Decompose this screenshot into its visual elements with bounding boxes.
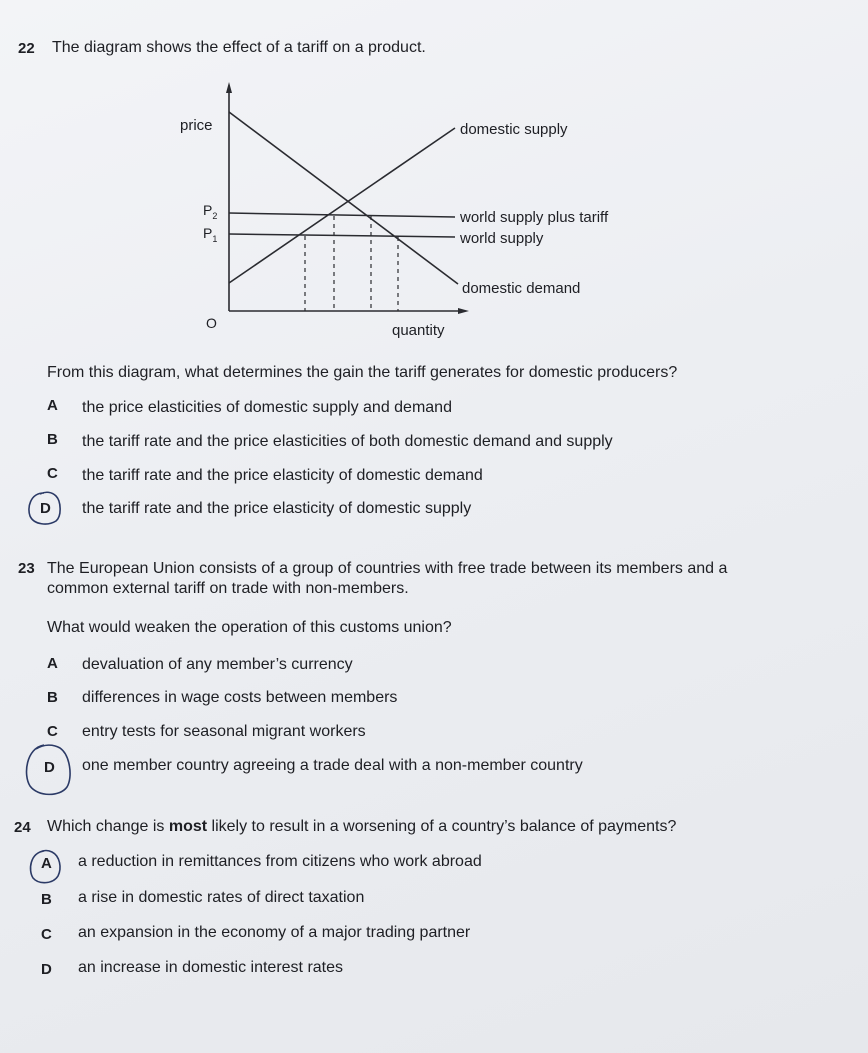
- price-axis-label: price: [180, 117, 213, 134]
- q24-stem-bold: most: [168, 818, 208, 835]
- p2-label: $P_2$: [203, 202, 218, 221]
- q23-option-a-letter[interactable]: A: [47, 655, 58, 672]
- q23-stem-line2: common external tariff on trade with non-members.: [47, 580, 409, 597]
- q24-option-d-text[interactable]: an increase in domestic interest rates: [78, 959, 344, 976]
- q24-stem-post: likely to result in a worsening of a country’s balance of payments?: [207, 818, 677, 835]
- domestic-supply-line: [229, 128, 455, 283]
- origin-label: O: [206, 315, 217, 331]
- q23-option-c-letter[interactable]: C: [47, 723, 58, 740]
- q23-option-d-text[interactable]: one member country agreeing a trade deal with a non-member country: [82, 757, 583, 774]
- q22-option-b-letter[interactable]: B: [47, 431, 58, 448]
- q23-stem-line1: The European Union consists of a group of countries with free trade between its members and a: [47, 560, 728, 577]
- q22-stem: The diagram shows the effect of a tariff on a product.: [52, 39, 426, 56]
- domestic-supply-label: domestic supply: [460, 121, 568, 138]
- q22-option-c-text[interactable]: the tariff rate and the price elasticity of domestic demand: [82, 467, 483, 484]
- q24-option-d-letter[interactable]: D: [41, 961, 52, 978]
- q23-question: What would weaken the operation of this customs union?: [47, 619, 452, 636]
- q22-option-d-text[interactable]: the tariff rate and the price elasticity of domestic supply: [82, 500, 472, 517]
- q24-option-a-letter[interactable]: A: [41, 855, 52, 872]
- q22-option-c-letter[interactable]: C: [47, 465, 58, 482]
- q22-option-b-text[interactable]: the tariff rate and the price elasticities of both domestic demand and supply: [82, 433, 613, 450]
- p1-label: $P_1$: [203, 225, 218, 244]
- q23-option-c-text[interactable]: entry tests for seasonal migrant workers: [82, 723, 366, 740]
- q24-option-c-letter[interactable]: C: [41, 926, 52, 943]
- q24-option-a-text[interactable]: a reduction in remittances from citizens who work abroad: [78, 853, 482, 870]
- q24-option-b-text[interactable]: a rise in domestic rates of direct taxation: [78, 889, 365, 906]
- q23-option-a-text[interactable]: devaluation of any member’s currency: [82, 656, 353, 673]
- q24-stem: [47, 818, 676, 836]
- quantity-axis-arrow: [458, 308, 469, 314]
- q24-stem-pre: Which change is: [47, 818, 169, 835]
- q23-option-b-letter[interactable]: B: [47, 689, 58, 706]
- domestic-demand-label: domestic demand: [462, 280, 581, 297]
- q22-option-d-letter[interactable]: D: [40, 500, 51, 517]
- world-supply-plus-tariff-label: world supply plus tariff: [460, 209, 609, 226]
- domestic-demand-line: [229, 112, 458, 284]
- q24-number: 24: [14, 819, 31, 836]
- world-supply-plus-tariff-line: [229, 213, 455, 217]
- q23-option-b-text[interactable]: differences in wage costs between members: [82, 689, 398, 706]
- q24-option-c-text[interactable]: an expansion in the economy of a major trading partner: [78, 924, 471, 941]
- q22-number: 22: [18, 40, 35, 57]
- q22-question: From this diagram, what determines the gain the tariff generates for domestic producers?: [47, 364, 678, 381]
- q23-option-d-letter[interactable]: D: [44, 759, 55, 776]
- quantity-axis-label: quantity: [392, 322, 445, 339]
- price-axis-arrow: [226, 82, 232, 93]
- q23-number: 23: [18, 560, 35, 577]
- q22-option-a-text[interactable]: the price elasticities of domestic supply and demand: [82, 399, 452, 416]
- q24-option-b-letter[interactable]: B: [41, 891, 52, 908]
- q22-option-a-letter[interactable]: A: [47, 397, 58, 414]
- world-supply-line: [229, 234, 455, 237]
- world-supply-label: world supply: [460, 230, 544, 247]
